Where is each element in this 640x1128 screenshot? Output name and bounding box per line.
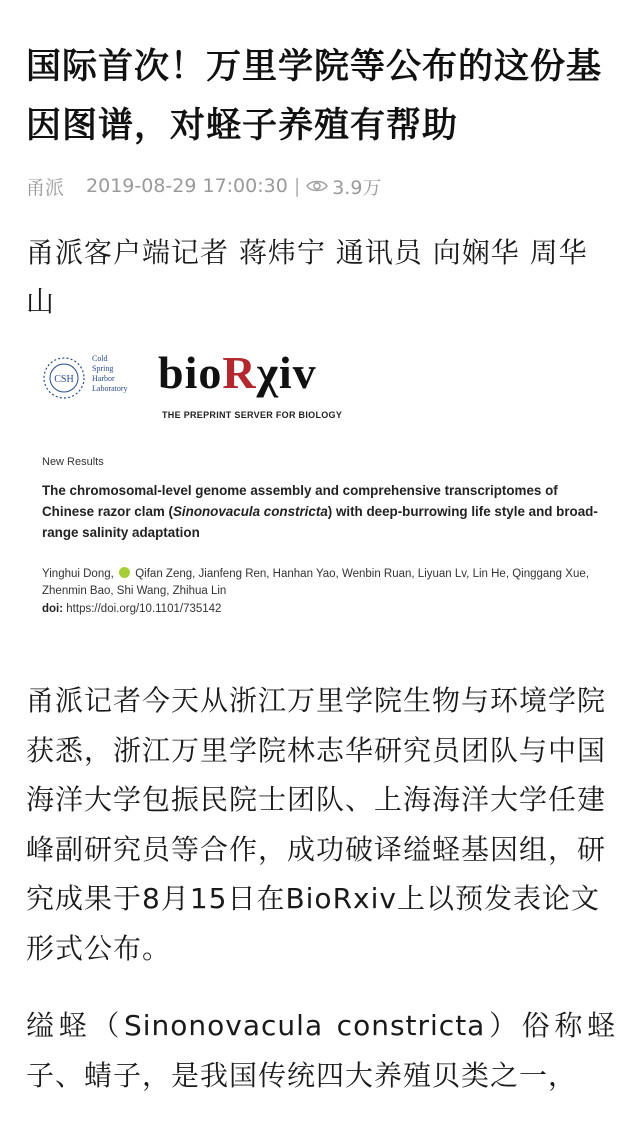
article — [26, 0, 616, 1128]
orcid-icon — [119, 567, 130, 578]
meta-divider: | — [293, 175, 301, 197]
view-count: 3.9万 — [332, 176, 382, 199]
author-name: Yinghui Dong, — [42, 568, 114, 580]
author-list: Qifan Zeng, Jianfeng Ren, Hanhan Yao, Wenbin Ruan, Liyuan Lv, Lin He, Qinggang Xue, Zhenmin Bao, Shi Wang, Zhihua Lin — [42, 568, 589, 597]
article-image[interactable] — [20, 340, 620, 640]
paragraph: 缢蛏（Sinonovacula constricta）俗称蛏子、蜻子，是我国传统四大养殖贝类之一， — [26, 1009, 616, 1092]
doi-label: doi: — [42, 603, 64, 615]
csh-line: Cold — [92, 354, 108, 363]
csh-line: Harbor — [92, 374, 115, 383]
biorxiv-logo-chi: χ — [256, 347, 279, 398]
species-name: Sinonovacula constricta — [172, 504, 328, 519]
csh-line: Laboratory — [92, 384, 128, 393]
biorxiv-logo — [158, 346, 317, 399]
biorxiv-tagline: THE PREPRINT SERVER FOR BIOLOGY — [162, 410, 343, 420]
biorxiv-logo-bio: bio — [158, 347, 223, 398]
paper-title-part: The chromosomal-level genome assembly and comprehensive transcriptomes of Chinese razor clam ( — [42, 483, 558, 519]
biorxiv-logo-r: R — [222, 347, 257, 398]
source-name[interactable]: 甬派 — [26, 176, 65, 199]
publish-datetime: 2019-08-29 17:00:30 — [86, 175, 288, 197]
paper-title — [42, 480, 607, 543]
paper-title-part: ) with deep-burrowing life style and broad-range salinity adaptation — [42, 504, 598, 540]
article-title: 国际首次！万里学院等公布的这份基因图谱，对蛏子养殖有帮助 — [26, 47, 603, 146]
csh-badge-text: CSH — [54, 374, 74, 385]
paper-authors — [42, 566, 602, 600]
article-meta — [26, 172, 616, 200]
csh-line: Spring — [92, 364, 114, 373]
paragraph: 甬派记者今天从浙江万里学院生物与环境学院获悉，浙江万里学院林志华研究员团队与中国海洋大学包振民院士团队、上海海洋大学任建峰副研究员等合作，成功破译缢蛏基因组，研究成果于8月15日在BioRxiv上以预发表论文形式公布。 — [26, 684, 607, 965]
logo-row — [42, 347, 602, 420]
csh-name — [92, 354, 128, 394]
paper-doi — [42, 603, 221, 615]
eye-icon — [306, 179, 328, 193]
biorxiv-logo-iv: iv — [278, 347, 317, 398]
new-results-label: New Results — [42, 456, 104, 468]
doi-link: https://doi.org/10.1101/735142 — [66, 603, 222, 615]
byline: 甬派客户端记者 蒋炜宁 通讯员 向娴华 周华山 — [26, 236, 588, 318]
